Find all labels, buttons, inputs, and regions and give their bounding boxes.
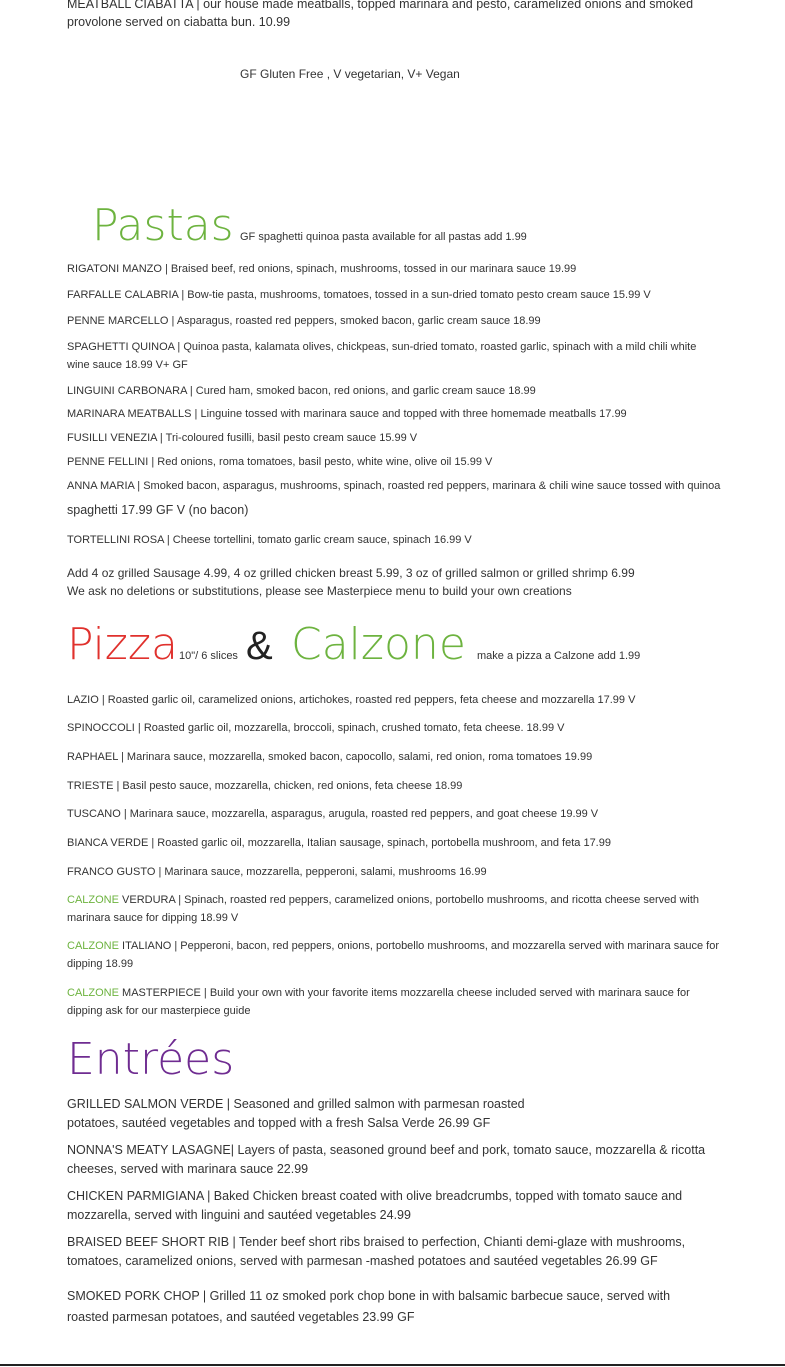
entree-item: SMOKED PORK CHOP | Grilled 11 oz smoked pork chop bone in with balsamic barbecue sauce, served with roasted parmesan potatoes, and sautéed vegetables 23.99 GF — [67, 1289, 671, 1324]
calzone-item — [67, 891, 727, 927]
calzone-item — [67, 937, 727, 973]
meatball-line-1: MEATBALL CIABATTA | our house made meatballs, topped marinara and pesto, caramelized onions and smoked — [67, 0, 694, 11]
calzone-prefix: CALZONE — [67, 894, 119, 906]
calzone-item — [67, 984, 727, 1020]
pizza-item: RAPHAEL | Marinara sauce, mozzarella, smoked bacon, capocollo, salami, red onion, roma tomatoes 19.99 — [67, 751, 593, 763]
pizza-title: Pizza — [67, 619, 178, 670]
pasta-item: PENNE MARCELLO | Asparagus, roasted red peppers, smoked bacon, garlic cream sauce 18.99 — [67, 315, 541, 327]
entree-item: BRAISED BEEF SHORT RIB | Tender beef short ribs braised to perfection, Chianti demi-glaze with mushrooms, tomatoes, caramelized onions, served with parmesan -mashed potatoes and sautéed vegetables 26.99 GF — [67, 1235, 686, 1268]
pasta-item: LINGUINI CARBONARA | Cured ham, smoked bacon, red onions, and garlic cream sauce 18.99 — [67, 385, 536, 397]
pastas-note: GF spaghetti quinoa pasta available for all pastas add 1.99 — [240, 231, 527, 243]
entree-item: GRILLED SALMON VERDE | Seasoned and grilled salmon with parmesan roasted potatoes, sautéed vegetables and topped with a fresh Salsa Verde 26.99 GF — [67, 1097, 525, 1130]
pizza-item: BIANCA VERDE | Roasted garlic oil, mozzarella, Italian sausage, spinach, portobella mushroom, and feta 17.99 — [67, 837, 611, 849]
pasta-item: RIGATONI MANZO | Braised beef, red onions, spinach, mushrooms, tossed in our marinara sauce 19.99 — [67, 263, 577, 275]
no-substitutions-line: We ask no deletions or substitutions, please see Masterpiece menu to build your own creations — [67, 584, 572, 598]
pizza-item: LAZIO | Roasted garlic oil, caramelized onions, artichokes, roasted red peppers, feta cheese and mozzarella 17.99 V — [67, 694, 636, 706]
meatball-ciabatta-item — [67, 0, 707, 31]
calzone-text: VERDURA | Spinach, roasted red peppers, caramelized onions, portobello mushrooms, and ricotta cheese served with marinara sauce for dipping 18.99 V — [67, 894, 700, 924]
pasta-item: SPAGHETTI QUINOA | Quinoa pasta, kalamata olives, chickpeas, sun-dried tomato, roasted garlic, spinach with a mild chili white wine sauce 18.99 V+ GF — [67, 341, 697, 371]
bottom-divider — [0, 1364, 785, 1366]
calzone-prefix: CALZONE — [67, 987, 119, 999]
calzone-text: ITALIANO | Pepperoni, bacon, red peppers, onions, portobello mushrooms, and mozzarella served with marinara sauce for dipping 18.99 — [67, 940, 719, 970]
ampersand: & — [246, 624, 273, 668]
pizza-item: FRANCO GUSTO | Marinara sauce, mozzarella, pepperoni, salami, mushrooms 16.99 — [67, 866, 487, 878]
pasta-item: PENNE FELLINI | Red onions, roma tomatoes, basil pesto, white wine, olive oil 15.99 V — [67, 456, 493, 468]
pizza-item: TRIESTE | Basil pesto sauce, mozzarella, chicken, red onions, feta cheese 18.99 — [67, 780, 463, 792]
pasta-item: FUSILLI VENEZIA | Tri-coloured fusilli, basil pesto cream sauce 15.99 V — [67, 432, 418, 444]
calzone-note: make a pizza a Calzone add 1.99 — [477, 650, 641, 662]
dietary-legend: GF Gluten Free , V vegetarian, V+ Vegan — [240, 67, 460, 81]
pasta-addons — [67, 564, 732, 600]
calzone-text: MASTERPIECE | Build your own with your favorite items mozzarella cheese included served with marinara sauce for dipping ask for our masterpiece guide — [67, 987, 690, 1017]
entree-item: CHICKEN PARMIGIANA | Baked Chicken breast coated with olive breadcrumbs, topped with tomato sauce and mozzarella, served with linguini and sautéed vegetables 24.99 — [67, 1189, 683, 1222]
pasta-item: spaghetti 17.99 GF V (no bacon) — [67, 503, 249, 517]
calzone-prefix: CALZONE — [67, 940, 119, 952]
pastas-title: Pastas — [92, 200, 234, 251]
calzone-title: Calzone — [291, 619, 466, 670]
pizza-item: TUSCANO | Marinara sauce, mozzarella, asparagus, arugula, roasted red peppers, and goat cheese 19.99 V — [67, 808, 599, 820]
pasta-item: FARFALLE CALABRIA | Bow-tie pasta, mushrooms, tomatoes, tossed in a sun-dried tomato pesto cream sauce 15.99 V — [67, 289, 651, 301]
addons-line: Add 4 oz grilled Sausage 4.99, 4 oz grilled chicken breast 5.99, 3 oz of grilled salmon or grilled shrimp 6.99 — [67, 566, 635, 580]
pizza-slices-note: 10"/ 6 slices — [179, 650, 238, 662]
meatball-line-2: provolone served on ciabatta bun. 10.99 — [67, 15, 291, 29]
pizza-item: SPINOCCOLI | Roasted garlic oil, mozzarella, broccoli, spinach, crushed tomato, feta cheese. 18.99 V — [67, 722, 565, 734]
entree-item: NONNA'S MEATY LASAGNE| Layers of pasta, seasoned ground beef and pork, tomato sauce, mozzarella & ricotta cheeses, served with marinara sauce 22.99 — [67, 1143, 706, 1176]
pasta-item: TORTELLINI ROSA | Cheese tortellini, tomato garlic cream sauce, spinach 16.99 V — [67, 534, 472, 546]
pasta-item: ANNA MARIA | Smoked bacon, asparagus, mushrooms, spinach, roasted red peppers, marinara & chili wine sauce tossed with quinoa — [67, 480, 721, 492]
entrees-title: Entrées — [67, 1034, 235, 1085]
pasta-item: MARINARA MEATBALLS | Linguine tossed with marinara sauce and topped with three homemade meatballs 17.99 — [67, 408, 627, 420]
